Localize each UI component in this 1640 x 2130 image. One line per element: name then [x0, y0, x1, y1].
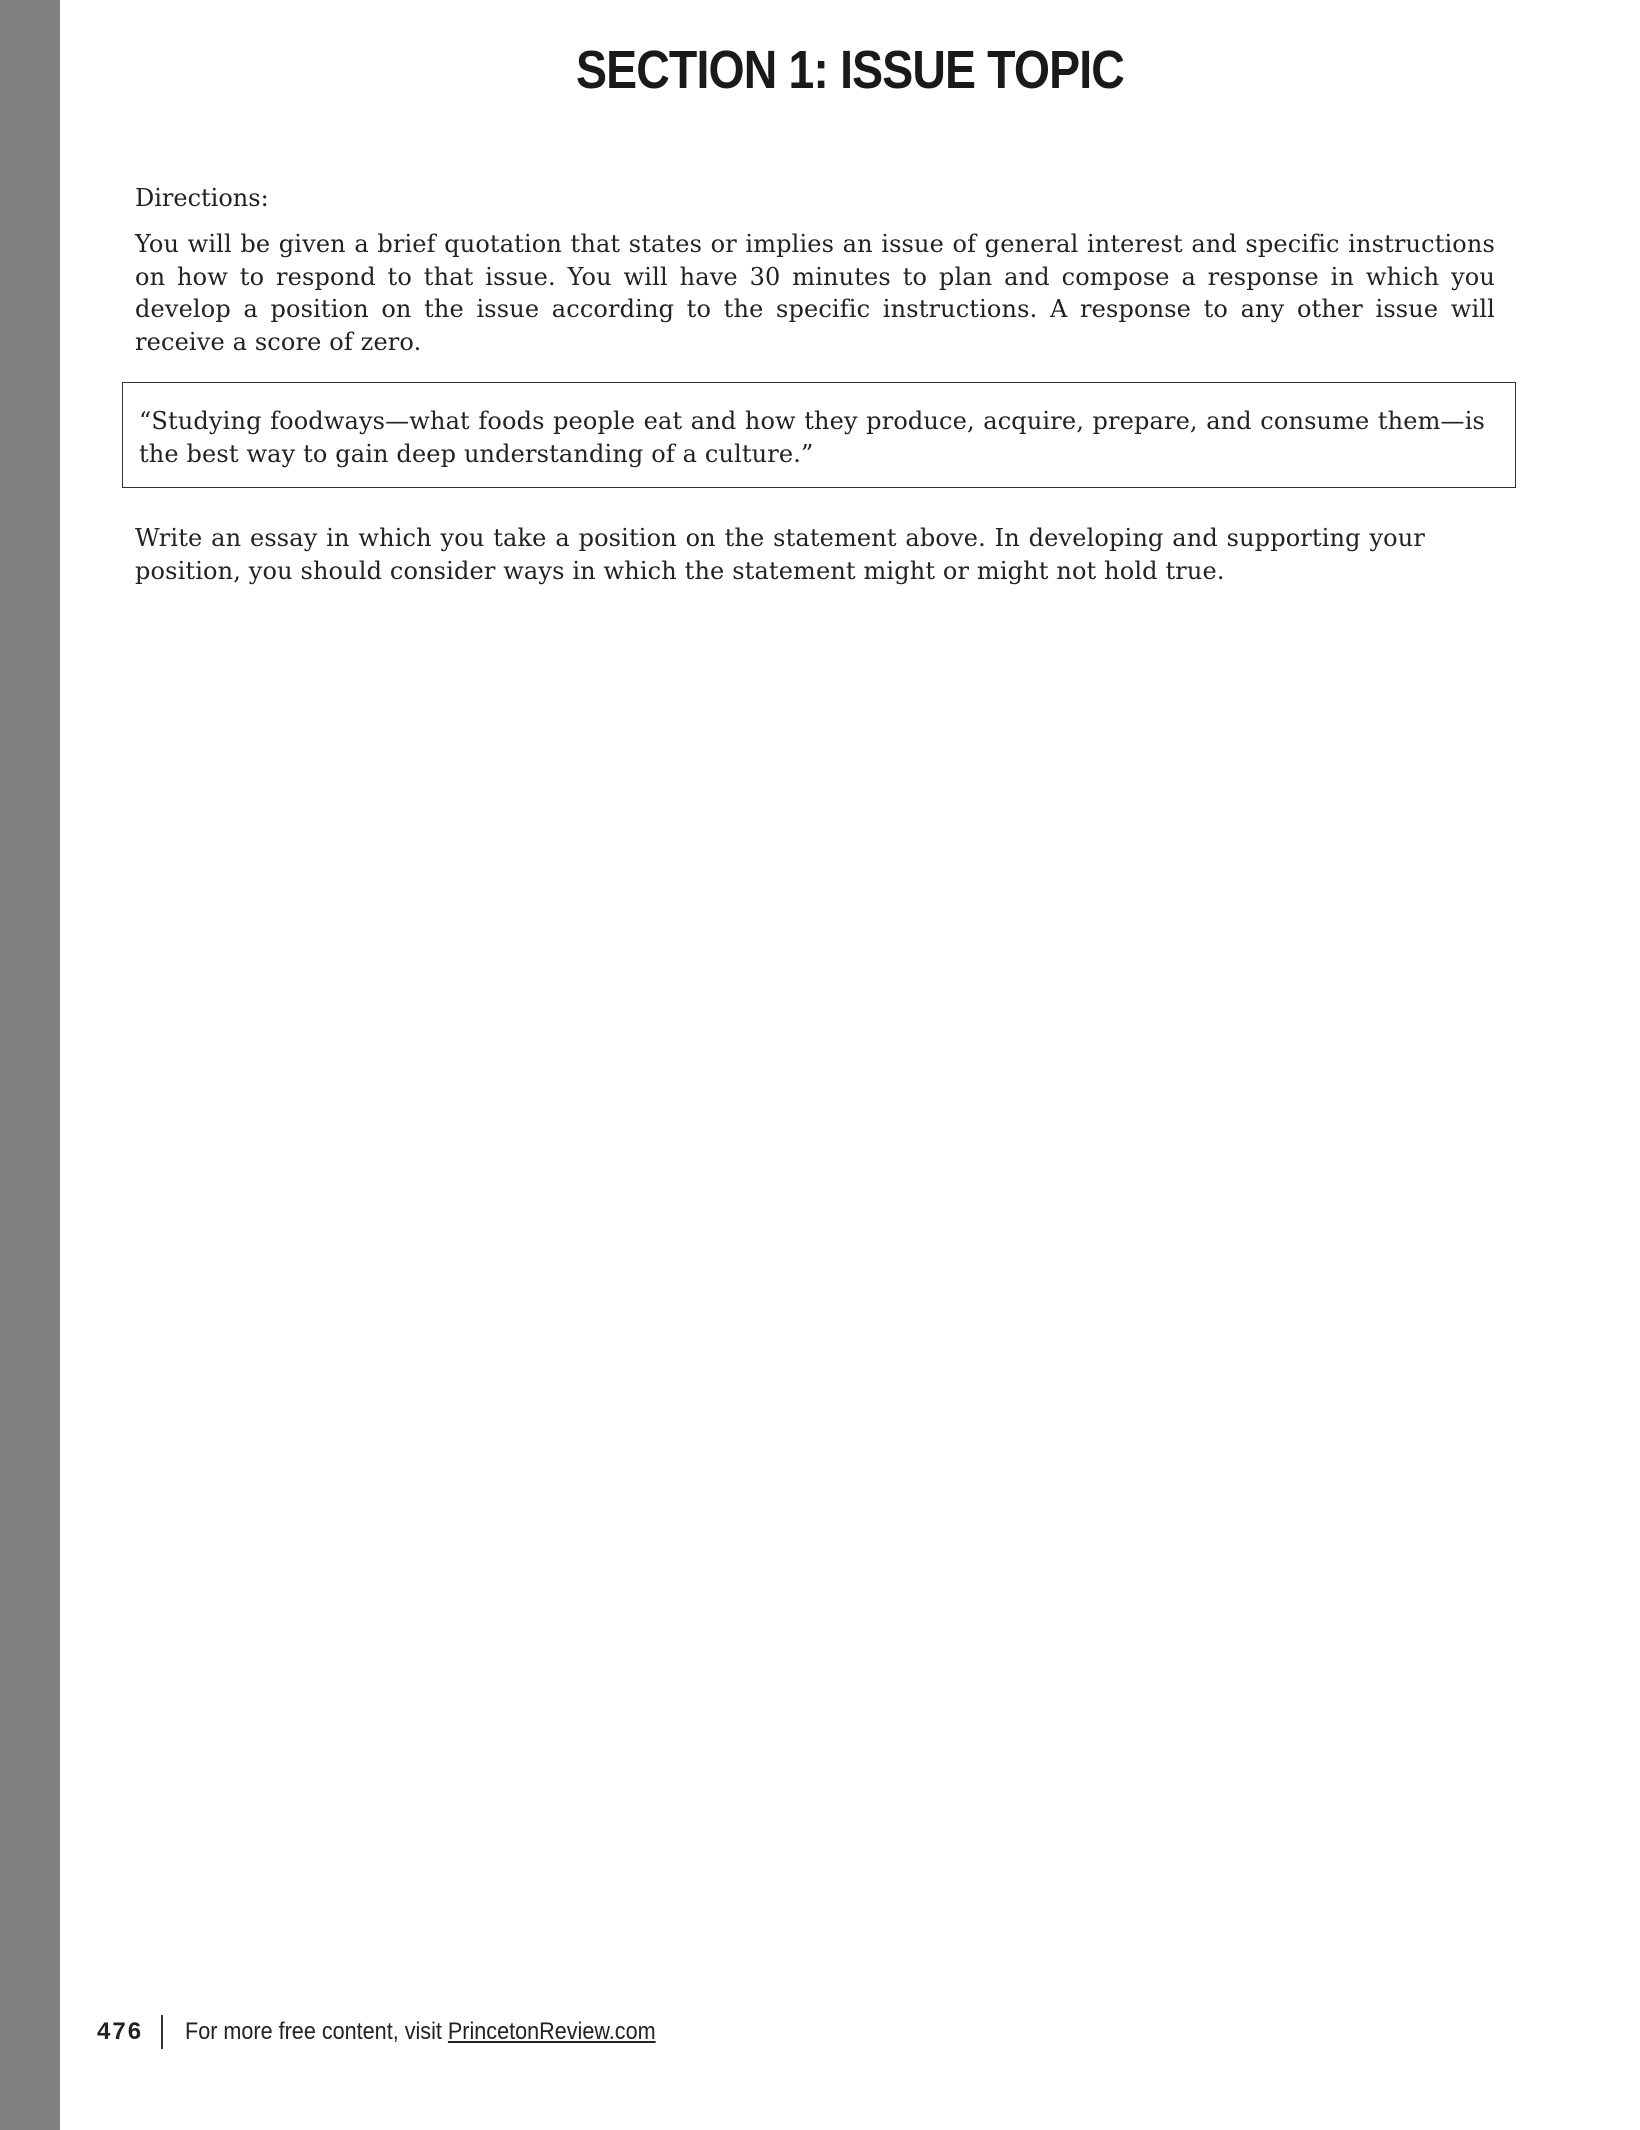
- quote-box: [122, 382, 1516, 488]
- footer-text: [185, 2018, 656, 2046]
- footer-divider: [161, 2015, 163, 2049]
- page-footer: [97, 2012, 708, 2052]
- quote-text: “Studying foodways—what foods people eat and how they produce, acquire, prepare, and consume them—is the best way to gain deep understanding of a culture.”: [139, 407, 1485, 468]
- princeton-review-link[interactable]: PrincetonReview.com: [447, 2018, 656, 2045]
- footer-text-prefix: For more free content, visit: [184, 2018, 448, 2045]
- directions-label: Directions:: [135, 184, 269, 212]
- page-number: 476: [97, 2018, 144, 2045]
- page-title: SECTION 1: ISSUE TOPIC: [576, 40, 1124, 100]
- page-edge-bar: [0, 0, 60, 2130]
- essay-prompt: Write an essay in which you take a position on the statement above. In developing and supporting your position, you should consider ways in which the statement might or might not hold true.: [135, 524, 1425, 585]
- directions-text: You will be given a brief quotation that states or implies an issue of general interest and specific instructions on how to respond to that issue. You will have 30 minutes to plan and compose a response in which you develop a position on the issue according to the specific instructions. A response to any other issue will receive a score of zero.: [135, 230, 1495, 356]
